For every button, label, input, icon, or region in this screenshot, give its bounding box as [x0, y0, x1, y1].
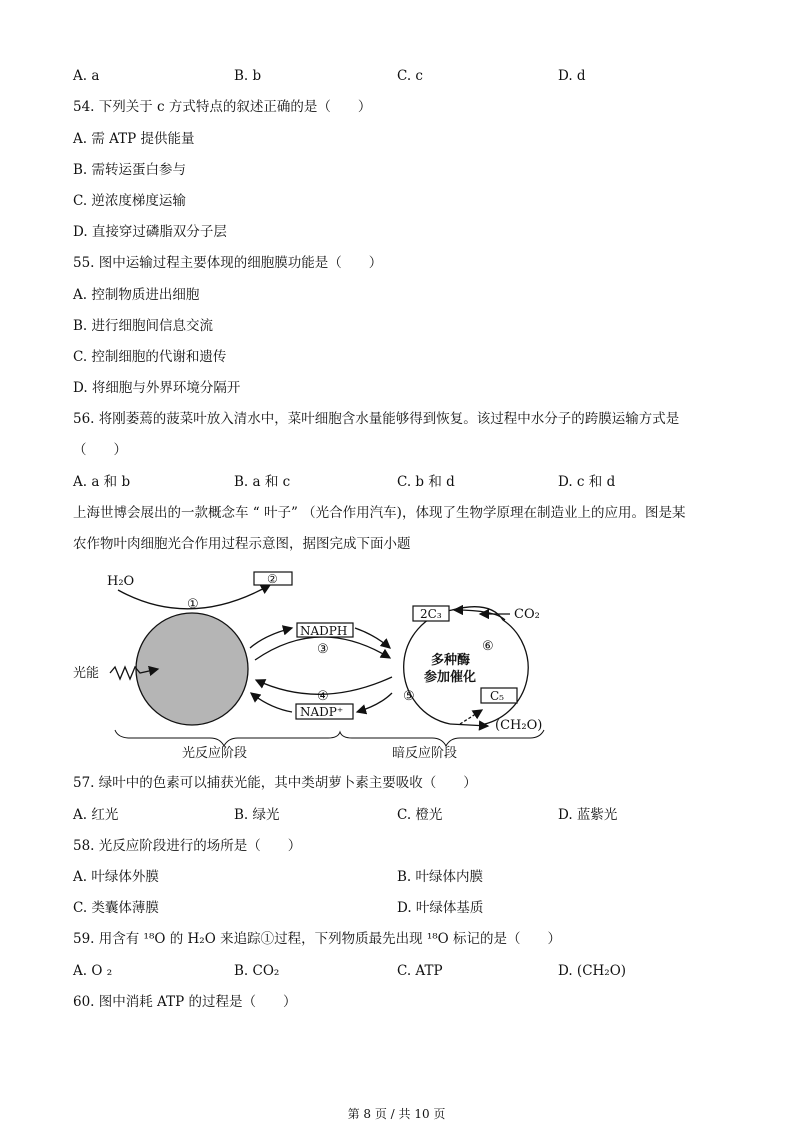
q59-option-c: C. ATP	[397, 963, 443, 979]
nadp-label: NADP⁺	[300, 705, 344, 719]
co2-label: CO₂	[514, 607, 540, 622]
q56-option-b: B. a 和 c	[234, 474, 291, 490]
q56-option-d: D. c 和 d	[558, 474, 616, 490]
q56-stem: 56. 将刚萎蔫的菠菜叶放入清水中，菜叶细胞含水量能够得到恢复。该过程中水分子的跨膜运输方式是	[73, 411, 680, 427]
q58-option-a: A. 叶绿体外膜	[73, 869, 159, 885]
nadph-label: NADPH	[300, 624, 348, 638]
q55-option-a: A. 控制物质进出细胞	[73, 287, 200, 303]
q59-stem: 59. 用含有 ¹⁸O 的 H₂O 来追踪①过程，下列物质最先出现 ¹⁸O 标记的是（ ）	[73, 931, 562, 947]
q54-option-c: C. 逆浓度梯度运输	[73, 193, 186, 209]
q53-option-d: D. d	[558, 68, 586, 84]
q54-option-d: D. 直接穿过磷脂双分子层	[73, 224, 227, 240]
q59-option-b: B. CO₂	[234, 963, 280, 979]
step-4-label: ④	[317, 689, 329, 704]
step-6-label: ⑥	[482, 639, 494, 654]
q56-option-a: A. a 和 b	[73, 474, 131, 490]
c5-label: C₅	[490, 689, 504, 703]
q57-option-b: B. 绿光	[234, 807, 280, 823]
q60-stem: 60. 图中消耗 ATP 的过程是（ ）	[73, 994, 297, 1010]
q58-option-c: C. 类囊体薄膜	[73, 900, 159, 916]
intro-line-2: 农作物叶肉细胞光合作用过程示意图，据图完成下面小题	[73, 536, 411, 552]
q56-stem-bracket: （ ）	[73, 442, 127, 458]
q55-stem: 55. 图中运输过程主要体现的细胞膜功能是（ ）	[73, 255, 383, 271]
dark-stage-label: 暗反应阶段	[392, 746, 458, 761]
thylakoid-circle	[136, 613, 248, 725]
enzyme-label-2: 参加催化	[424, 670, 477, 685]
q56-option-c: C. b 和 d	[397, 474, 455, 490]
q58-stem: 58. 光反应阶段进行的场所是（ ）	[73, 838, 302, 854]
q57-option-a: A. 红光	[73, 807, 119, 823]
ch2o-label: (CH₂O)	[495, 718, 543, 733]
step-5-label: ⑤	[403, 689, 415, 704]
q57-stem: 57. 绿叶中的色素可以捕获光能，其中类胡萝卜素主要吸收（ ）	[73, 775, 477, 791]
photosynthesis-diagram	[70, 560, 550, 770]
q54-option-a: A. 需 ATP 提供能量	[73, 131, 195, 147]
q59-option-a: A. O ₂	[73, 963, 113, 979]
q58-option-d: D. 叶绿体基质	[397, 900, 484, 916]
step-3-label: ③	[317, 642, 329, 657]
enzyme-label-1: 多种酶	[431, 653, 471, 668]
q57-option-c: C. 橙光	[397, 807, 443, 823]
q54-stem: 54. 下列关于 c 方式特点的叙述正确的是（ ）	[73, 99, 372, 115]
light-energy-label: 光能	[73, 666, 100, 681]
step-1-label: ①	[187, 597, 199, 612]
light-stage-label: 光反应阶段	[182, 746, 248, 761]
h2o-label: H₂O	[107, 574, 135, 589]
q53-option-b: B. b	[234, 68, 262, 84]
q55-option-d: D. 将细胞与外界环境分隔开	[73, 380, 241, 396]
q55-option-b: B. 进行细胞间信息交流	[73, 318, 214, 334]
intro-line-1: 上海世博会展出的一款概念车 “ 叶子” （光合作用汽车)，体现了生物学原理在制造业上的应用。图是某	[73, 505, 686, 521]
q58-option-b: B. 叶绿体内膜	[397, 869, 484, 885]
q53-option-c: C. c	[397, 68, 423, 84]
product-2-label: ②	[267, 572, 278, 586]
q55-option-c: C. 控制细胞的代谢和遗传	[73, 349, 227, 365]
q53-option-a: A. a	[73, 68, 100, 84]
q57-option-d: D. 蓝紫光	[558, 807, 618, 823]
page-footer: 第 8 页 / 共 10 页	[347, 1107, 446, 1121]
c3-label: 2C₃	[420, 607, 442, 621]
q54-option-b: B. 需转运蛋白参与	[73, 162, 187, 178]
q59-option-d: D. (CH₂O)	[558, 963, 627, 979]
